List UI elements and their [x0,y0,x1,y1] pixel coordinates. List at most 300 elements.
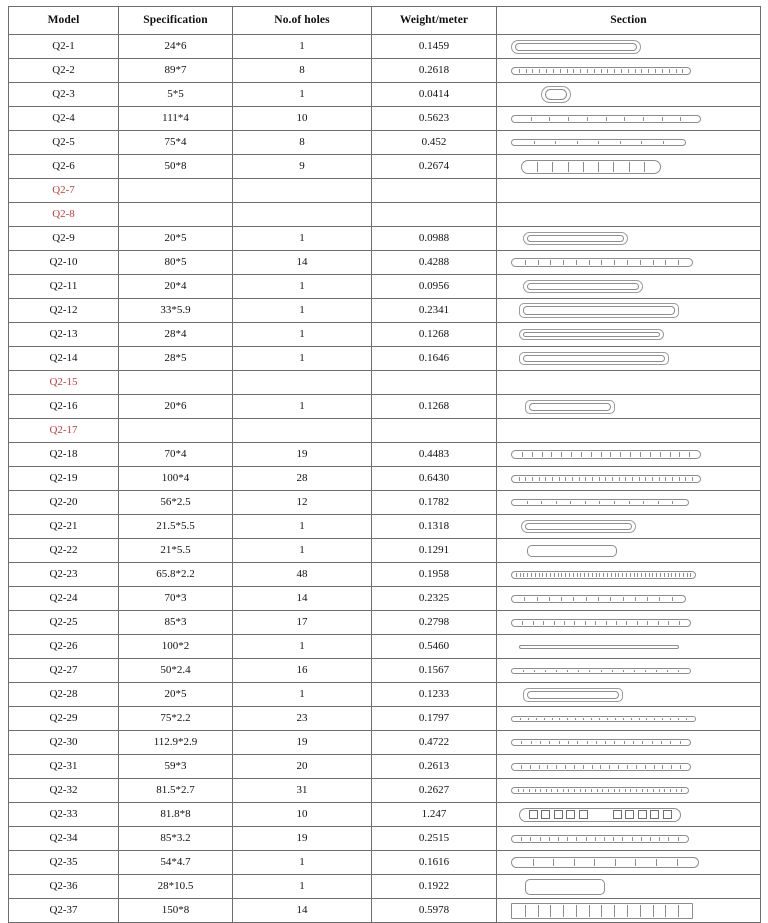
cell-specification: 70*4 [119,443,233,467]
cell-model: Q2-10 [9,251,119,275]
cell-section [497,251,761,275]
cell-section [497,347,761,371]
cell-holes: 17 [233,611,372,635]
cell-specification: 50*8 [119,155,233,179]
cell-holes: 1 [233,299,372,323]
section-diagram [497,755,760,778]
cell-specification [119,419,233,443]
cell-specification: 21*5.5 [119,539,233,563]
cell-model: Q2-26 [9,635,119,659]
profile-cell [550,837,559,841]
profile-cell [663,765,672,769]
profile-outline [525,879,605,895]
profile-cell [557,765,566,769]
profile-outline [511,450,701,459]
profile-cell [599,141,621,144]
cell-model: Q2-23 [9,563,119,587]
profile-cell [633,837,642,841]
profile-cell [596,837,605,841]
profile-cell [640,477,647,481]
section-diagram [497,83,760,106]
cell-weight: 0.1958 [372,563,497,587]
cell-section [497,563,761,587]
cell-weight: 0.1459 [372,35,497,59]
profile-cell [590,670,601,672]
profile-cell [615,69,622,73]
cell-section [497,179,761,203]
section-diagram [497,539,760,562]
profile-cell [628,765,637,769]
profile-cell [654,260,667,265]
profile-cell [566,765,575,769]
cell-holes [233,419,372,443]
profile-cell [556,141,578,144]
profile-cell [578,141,600,144]
cell-section [497,635,761,659]
cell-section [497,467,761,491]
profile-cell [682,789,687,792]
profile-cell [666,477,673,481]
profile-cell [581,69,588,73]
profile-cell [615,501,630,504]
profile-inner-wall [523,332,660,337]
profile-cell [548,765,557,769]
profile-cell [640,718,648,720]
specification-table [8,6,761,923]
profile-cell [575,765,584,769]
profile-cell [625,741,634,744]
profile-cell [513,859,534,866]
profile-inner-wall [527,283,639,290]
section-diagram [497,467,760,490]
profile-cell [681,117,699,121]
cell-model: Q2-25 [9,611,119,635]
section-diagram [497,563,760,586]
profile-cell [671,718,679,720]
profile-cell [597,741,606,744]
section-diagram [497,251,760,274]
profile-cell [538,597,550,601]
cell-section [497,371,761,395]
profile-cell [590,260,603,265]
cell-section [497,203,761,227]
profile-cell [568,670,579,672]
cell-specification: 100*2 [119,635,233,659]
cell-weight: 0.2618 [372,59,497,83]
cell-specification: 80*5 [119,251,233,275]
profile-cell [660,837,669,841]
profile-cell [564,260,577,265]
profile-cell [671,452,681,457]
cell-model: Q2-14 [9,347,119,371]
cell-model: Q2-16 [9,395,119,419]
profile-cell [532,741,541,744]
profile-cell [646,765,655,769]
cell-section [497,299,761,323]
profile-cell [531,765,540,769]
cell-holes: 14 [233,251,372,275]
cell-weight [372,419,497,443]
profile-holes [520,809,680,821]
profile-cell [628,905,641,917]
profile-hole [554,810,563,819]
profile-cell [664,141,685,144]
profile-cell [533,477,540,481]
profile-cell [587,837,596,841]
profile-cell [637,765,646,769]
profile-cell [621,141,643,144]
cell-model: Q2-22 [9,539,119,563]
cell-weight: 0.2341 [372,299,497,323]
cell-weight: 0.2613 [372,755,497,779]
cell-weight: 0.5978 [372,899,497,923]
profile-cell [642,141,664,144]
table-row [9,275,761,299]
profile-outline [525,400,615,414]
table-row [9,875,761,899]
profile-outline [511,258,693,267]
profile-cell [568,718,576,720]
cell-section [497,875,761,899]
cell-section [497,779,761,803]
profile-inner-wall [527,235,624,242]
cell-section [497,59,761,83]
profile-cell [666,905,679,917]
profile-inner-wall [523,355,665,362]
table-row [9,515,761,539]
profile-cell [681,765,689,769]
table-row [9,659,761,683]
cell-model: Q2-2 [9,59,119,83]
profile-cell [569,117,588,121]
table-row [9,755,761,779]
cell-weight: 0.5623 [372,107,497,131]
cell-specification: 20*6 [119,395,233,419]
cell-model: Q2-12 [9,299,119,323]
profile-cell [513,718,521,720]
profile-cell [553,718,561,720]
profile-hole [566,810,575,819]
section-diagram [497,275,760,298]
profile-cell [579,670,590,672]
header-row [9,7,761,35]
profile-cell [521,718,529,720]
cell-holes: 14 [233,899,372,923]
cell-weight: 0.4722 [372,731,497,755]
profile-cell [635,670,646,672]
cell-model: Q2-4 [9,107,119,131]
profile-cell [562,597,574,601]
profile-cell [634,741,643,744]
profile-cell [599,162,614,172]
profile-cell [588,741,597,744]
section-diagram [497,443,760,466]
cell-weight: 0.2627 [372,779,497,803]
column-header-holes: No.of holes [233,7,372,35]
profile-cell [613,477,620,481]
profile-cell [539,905,552,917]
profile-cell [577,837,586,841]
column-header-model: Model [9,7,119,35]
cell-model: Q2-6 [9,155,119,179]
section-diagram [497,515,760,538]
cell-holes: 10 [233,803,372,827]
profile-cell [542,501,557,504]
profile-outline [511,835,689,843]
profile-cell [526,260,539,265]
cell-holes: 23 [233,707,372,731]
cell-weight: 0.1797 [372,707,497,731]
profile-cell [522,741,531,744]
section-diagram [497,227,760,250]
cell-holes [233,179,372,203]
profile-cell [680,477,687,481]
table-row [9,203,761,227]
profile-cell [636,859,657,866]
cell-weight: 0.2674 [372,155,497,179]
table-row [9,587,761,611]
profile-outline [511,115,701,123]
cell-weight: 0.452 [372,131,497,155]
profile-cell [608,69,615,73]
profile-cell [527,69,534,73]
profile-cell [592,452,602,457]
cell-specification: 5*5 [119,83,233,107]
profile-cell [623,837,632,841]
profile-cell [569,162,584,172]
profile-cell [596,621,606,625]
profile-inner-wall [529,403,611,411]
cell-specification: 81.5*2.7 [119,779,233,803]
profile-cell [602,905,615,917]
cell-section [497,131,761,155]
profile-cell [669,837,678,841]
profile-cells [512,620,690,626]
profile-cell [653,477,660,481]
profile-cell [513,260,526,265]
cell-specification: 112.9*2.9 [119,731,233,755]
profile-cell [588,69,595,73]
cell-weight: 0.1268 [372,395,497,419]
cell-specification: 56*2.5 [119,491,233,515]
cell-weight: 0.6430 [372,467,497,491]
profile-cell [513,501,528,504]
profile-cell [513,597,525,601]
profile-cell [534,859,555,866]
profile-cell [649,69,656,73]
profile-cell [584,718,592,720]
profile-cell [611,597,623,601]
profile-cell [679,905,691,917]
profile-cell [576,718,584,720]
profile-cell [557,501,572,504]
profile-cells [512,764,690,770]
cell-section [497,707,761,731]
cell-model: Q2-33 [9,803,119,827]
cell-section [497,227,761,251]
profile-cells [512,788,688,793]
profile-cell [631,452,641,457]
cell-section [497,683,761,707]
cell-weight: 1.247 [372,803,497,827]
profile-cell [683,69,689,73]
profile-cell [551,260,564,265]
profile-outline [519,303,679,318]
profile-cell [654,905,667,917]
cell-holes: 1 [233,275,372,299]
profile-cell [566,477,573,481]
profile-cells [512,858,698,867]
profile-cell [619,765,628,769]
profile-cell [540,69,547,73]
profile-cell [660,477,667,481]
profile-cell [624,670,635,672]
profile-cell [636,69,643,73]
profile-cell [588,117,607,121]
profile-cell [651,452,661,457]
cell-weight [372,179,497,203]
cell-section [497,755,761,779]
profile-cell [595,859,616,866]
cell-model: Q2-3 [9,83,119,107]
table-row [9,443,761,467]
profile-cell [679,718,687,720]
cell-holes: 1 [233,323,372,347]
profile-cell [522,765,531,769]
profile-cell [523,621,533,625]
profile-hole [625,810,634,819]
profile-cell [653,741,662,744]
profile-cell [678,859,698,866]
cell-model: Q2-30 [9,731,119,755]
profile-inner-wall [527,691,619,699]
profile-cell [513,477,520,481]
profile-cell [537,718,545,720]
cell-weight: 0.1318 [372,515,497,539]
profile-cells [512,904,692,918]
profile-cell [573,477,580,481]
profile-cell [599,597,611,601]
profile-cells [512,116,700,122]
cell-specification: 33*5.9 [119,299,233,323]
section-diagram [497,803,760,826]
cell-specification: 20*5 [119,683,233,707]
cell-weight: 0.2798 [372,611,497,635]
profile-cells [512,572,695,578]
profile-cell [608,718,616,720]
cell-model: Q2-24 [9,587,119,611]
section-diagram [497,779,760,802]
profile-outline [511,571,696,579]
profile-cell [630,162,645,172]
cell-holes: 1 [233,35,372,59]
profile-cell [663,69,670,73]
cell-model: Q2-19 [9,467,119,491]
profile-cell [656,69,663,73]
profile-cell [669,621,679,625]
profile-outline [519,808,681,822]
table-row [9,419,761,443]
profile-cells [522,161,660,173]
cell-holes: 28 [233,467,372,491]
profile-cell [607,621,617,625]
profile-cell [632,718,640,720]
section-diagram [497,611,760,634]
profile-cell [575,859,596,866]
profile-cell [539,260,552,265]
profile-cell [647,718,655,720]
profile-cell [622,69,629,73]
profile-cell [574,597,586,601]
section-diagram [497,707,760,730]
profile-cell [671,741,680,744]
section-diagram [497,371,760,394]
profile-cell [584,162,599,172]
profile-cell [529,718,537,720]
cell-holes: 1 [233,395,372,419]
table-row [9,467,761,491]
section-diagram [497,899,760,922]
cell-holes: 1 [233,83,372,107]
cell-holes: 31 [233,779,372,803]
profile-cell [633,477,640,481]
profile-cell [569,741,578,744]
cell-specification: 54*4.7 [119,851,233,875]
profile-cell [520,477,527,481]
profile-cell [607,117,626,121]
cell-model: Q2-34 [9,827,119,851]
section-diagram [497,731,760,754]
profile-cell [513,670,524,672]
profile-cell [663,718,671,720]
profile-outline [523,280,643,293]
profile-outline [511,40,641,54]
profile-cell [582,452,592,457]
profile-cell [601,765,610,769]
cell-specification: 85*3 [119,611,233,635]
profile-cell [616,718,624,720]
profile-cells [512,740,690,745]
profile-cell [553,477,560,481]
profile-cell [641,260,654,265]
profile-outline [511,739,691,746]
cell-specification: 75*4 [119,131,233,155]
profile-outline [511,475,701,483]
profile-cell [659,501,674,504]
profile-cell [551,905,564,917]
table-row [9,563,761,587]
cell-model: Q2-20 [9,491,119,515]
profile-cell [613,670,624,672]
cell-specification: 89*7 [119,59,233,83]
table-row [9,395,761,419]
profile-cells [512,451,700,458]
profile-cell [533,69,540,73]
table-row [9,227,761,251]
profile-cell [553,162,568,172]
cell-holes: 1 [233,635,372,659]
profile-cell [523,162,538,172]
cell-model: Q2-7 [9,179,119,203]
profile-cell [565,621,575,625]
profile-cell [641,452,651,457]
cell-weight: 0.1616 [372,851,497,875]
cell-specification: 28*4 [119,323,233,347]
table-row [9,371,761,395]
cell-model: Q2-1 [9,35,119,59]
cell-model: Q2-8 [9,203,119,227]
cell-weight: 0.1233 [372,683,497,707]
